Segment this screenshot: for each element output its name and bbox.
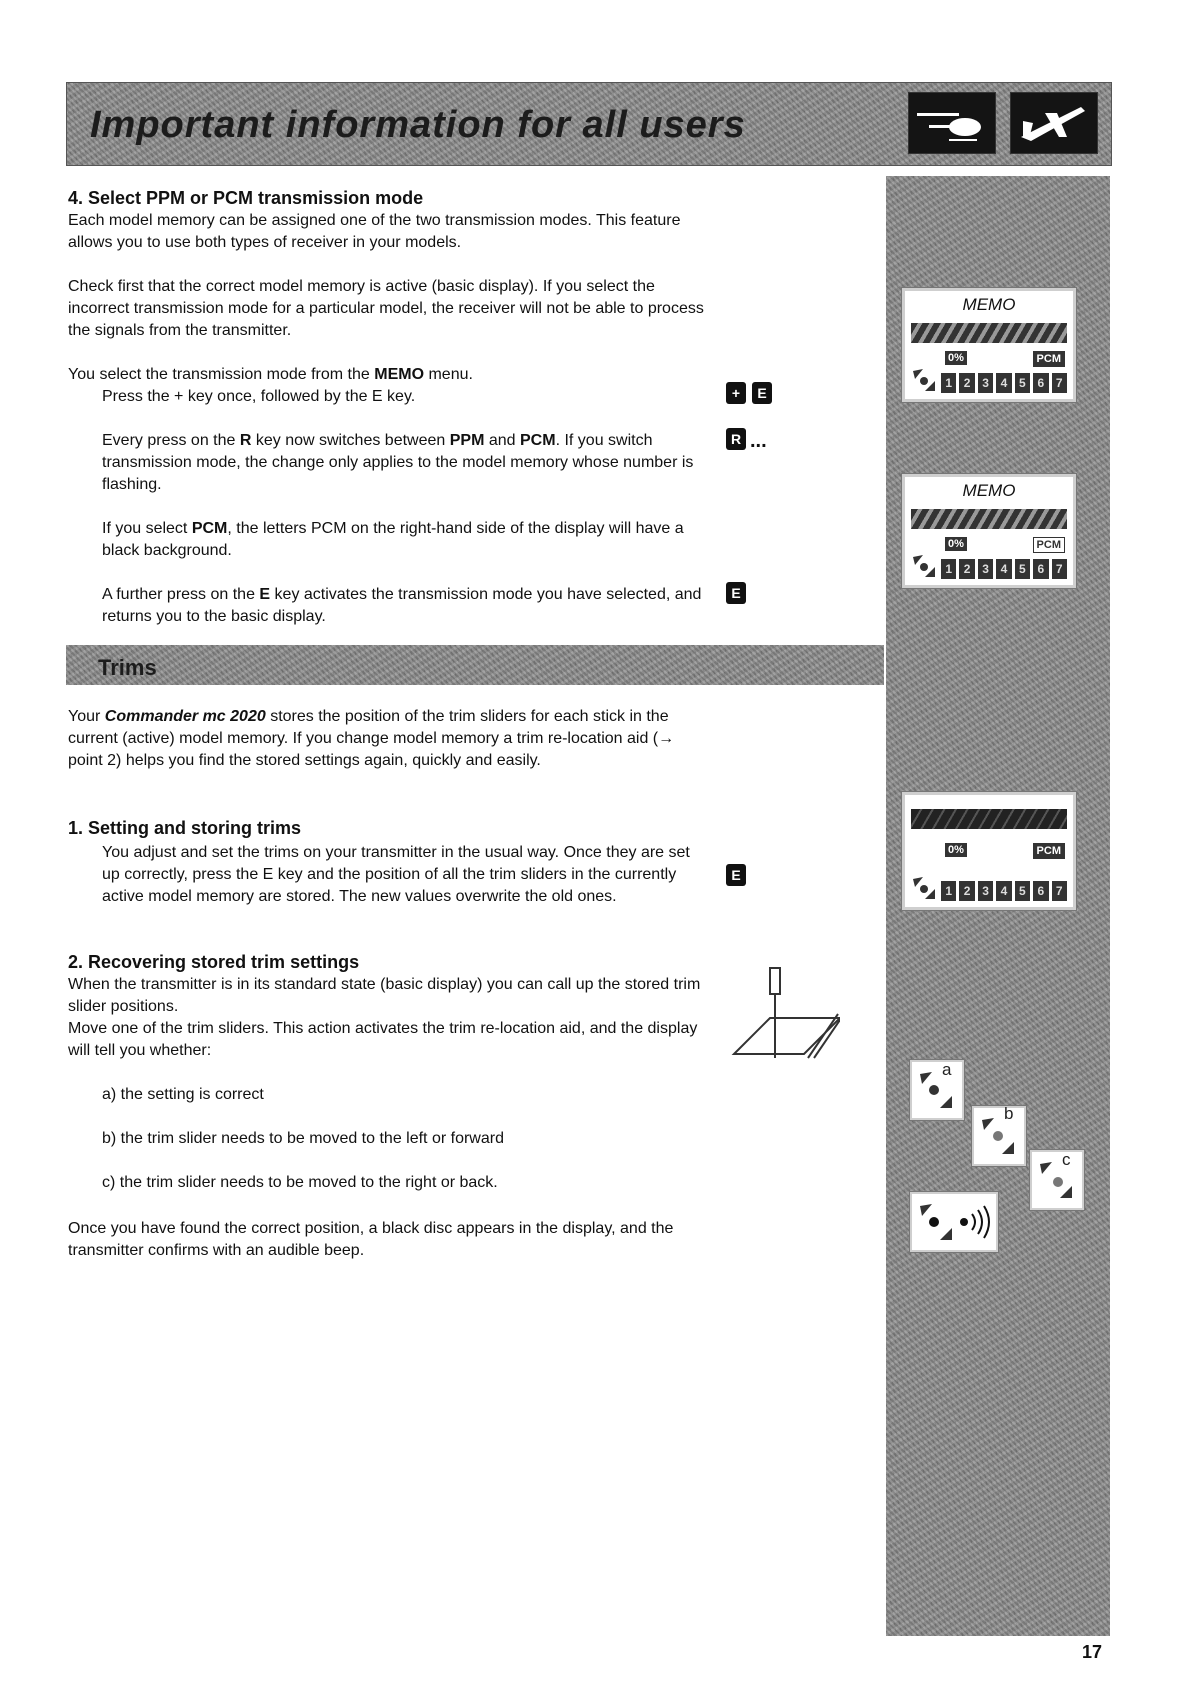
lcd-display-memo xyxy=(902,288,1076,402)
text: Your xyxy=(68,708,105,725)
list-item-c: c) the trim slider needs to be moved to the right or back. xyxy=(102,1174,498,1191)
section-banner-trims xyxy=(66,645,884,685)
lcd-digit: 3 xyxy=(978,881,993,901)
text-bold: PCM xyxy=(191,520,228,537)
text: stores the position of the trim sliders for each stick in the current (active) model memory. If you change model memory a trim re-location aid (→ point 2) helps you find the stored settings again, quickly and easily. xyxy=(68,708,675,769)
text: . If you switch transmission mode, the change only applies to the model memory whose number is flashing. xyxy=(102,432,694,493)
lcd-digit: 2 xyxy=(959,559,974,579)
paragraph-indented xyxy=(102,584,706,628)
lcd-pcm-tag: PCM xyxy=(1033,843,1065,859)
lcd-label: MEMO xyxy=(962,295,1016,314)
airplane-icon xyxy=(1010,92,1098,154)
helicopter-icon xyxy=(908,92,996,154)
lcd-bar xyxy=(911,809,1067,829)
lcd-digits xyxy=(941,559,1067,579)
lcd-digit: 6 xyxy=(1033,559,1048,579)
lcd-percent: 0% xyxy=(945,537,967,551)
lcd-digit: 6 xyxy=(1033,373,1048,393)
text-bold: PPM xyxy=(449,432,485,449)
lcd-digits xyxy=(941,373,1067,393)
text-bold: PCM xyxy=(520,432,556,449)
paragraph: Check first that the correct model memory is active (basic display). If you select the incorrect transmission mode for a particular model, the receiver will not be able to process the signals from the transmitter. xyxy=(68,278,704,339)
paragraph-indented xyxy=(102,518,706,562)
paragraph: Once you have found the correct position, a black disc appears in the display, and the transmitter confirms with an audible beep. xyxy=(68,1220,674,1259)
trim-slider-illustration xyxy=(730,962,840,1062)
text: key now switches between xyxy=(251,432,450,449)
list-item-b: b) the trim slider needs to be moved to the left or forward xyxy=(102,1130,504,1147)
lcd-digit: 1 xyxy=(941,559,956,579)
section-heading-recovering-trims: 2. Recovering stored trim settings xyxy=(68,952,360,972)
lcd-digit: 7 xyxy=(1052,559,1067,579)
trim-indicator-c xyxy=(1030,1150,1084,1210)
lcd-digit: 1 xyxy=(941,373,956,393)
text: Every press on the xyxy=(102,432,240,449)
plus-key-icon: + xyxy=(726,382,746,404)
trim-indicator-a xyxy=(910,1060,964,1120)
text: , the letters PCM on the right-hand side of the display will have a black background. xyxy=(102,520,684,559)
lcd-pcm-tag: PCM xyxy=(1033,351,1065,367)
trim-indicator-beep xyxy=(910,1192,998,1252)
lcd-digit: 2 xyxy=(959,881,974,901)
lcd-display-trim xyxy=(902,792,1076,910)
r-key-icon: R xyxy=(726,428,746,450)
text: menu. xyxy=(424,366,473,383)
list-item-a: a) the setting is correct xyxy=(102,1086,264,1103)
lcd-percent: 0% xyxy=(945,843,967,857)
page-title: Important information for all users xyxy=(90,104,746,146)
lcd-digit: 3 xyxy=(978,559,993,579)
text: and xyxy=(484,432,520,449)
stick-icon xyxy=(911,367,937,393)
lcd-label: MEMO xyxy=(962,481,1016,500)
section-title-trims: Trims xyxy=(98,655,157,680)
product-name: Commander mc 2020 xyxy=(104,708,266,725)
lcd-digit: 4 xyxy=(996,559,1011,579)
lcd-bar xyxy=(911,509,1067,529)
paragraph: Each model memory can be assigned one of the two transmission modes. This feature allows you to use both types of receiver in your models. xyxy=(68,212,681,251)
paragraph-indented: You adjust and set the trims on your transmitter in the usual way. Once they are set up correctly, press the E key and the position of all the trim sliders in the currently active model memory are stored. The new values overwrite the old ones. xyxy=(102,844,690,905)
lcd-digit: 2 xyxy=(959,373,974,393)
lcd-bar xyxy=(911,323,1067,343)
lcd-digits xyxy=(941,881,1067,901)
trim-indicator-b xyxy=(972,1106,1026,1166)
paragraph-indented xyxy=(102,430,706,496)
text: If you select xyxy=(102,520,192,537)
label-a: a xyxy=(942,1060,952,1079)
text: A further press on the xyxy=(102,586,260,603)
lcd-digit: 6 xyxy=(1033,881,1048,901)
lcd-digit: 4 xyxy=(996,881,1011,901)
e-key-icon: E xyxy=(726,864,746,886)
paragraph: When the transmitter is in its standard state (basic display) you can call up the stored trim slider positions. xyxy=(68,976,701,1015)
lcd-digit: 1 xyxy=(941,881,956,901)
page-number: 17 xyxy=(1082,1642,1103,1662)
lcd-digit: 5 xyxy=(1015,559,1030,579)
lcd-percent: 0% xyxy=(945,351,967,365)
text-bold: R xyxy=(239,432,252,449)
lcd-digit: 7 xyxy=(1052,373,1067,393)
e-key-icon: E xyxy=(726,582,746,604)
ellipsis: ... xyxy=(750,430,767,452)
stick-icon xyxy=(911,553,937,579)
e-key-icon: E xyxy=(752,382,772,404)
text: key activates the transmission mode you have selected, and returns you to the basic display. xyxy=(102,586,702,625)
text: You select the transmission mode from the xyxy=(68,366,375,383)
label-c: c xyxy=(1062,1150,1071,1169)
lcd-digit: 5 xyxy=(1015,373,1030,393)
paragraph xyxy=(68,364,704,386)
text-bold: MEMO xyxy=(374,366,425,383)
paragraph-indented: Press the + key once, followed by the E key. xyxy=(102,388,416,405)
lcd-digit: 3 xyxy=(978,373,993,393)
lcd-pcm-tag: PCM xyxy=(1033,537,1065,553)
lcd-digit: 5 xyxy=(1015,881,1030,901)
label-b: b xyxy=(1004,1104,1014,1123)
lcd-display-memo-pcm xyxy=(902,474,1076,588)
lcd-digit: 7 xyxy=(1052,881,1067,901)
lcd-digit: 4 xyxy=(996,373,1011,393)
paragraph: Move one of the trim sliders. This action activates the trim re-location aid, and the display will tell you whether: xyxy=(68,1020,698,1059)
paragraph xyxy=(68,706,704,772)
section-heading-setting-trims: 1. Setting and storing trims xyxy=(68,818,302,838)
stick-icon xyxy=(911,875,937,901)
text-bold: E xyxy=(259,586,271,603)
section-heading-ppm-pcm: 4. Select PPM or PCM transmission mode xyxy=(68,188,424,208)
